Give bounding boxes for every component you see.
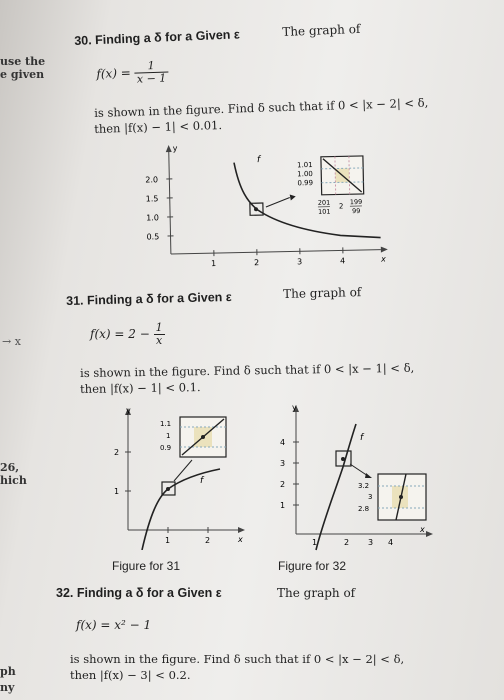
fig32-x-arrow-icon [426, 531, 433, 537]
fig31-x-tick-2: 2 [205, 536, 211, 545]
fig31-y-tick-1: 1 [114, 487, 120, 496]
fig32-y-tick-2: 2 [280, 480, 286, 489]
margin-text-given: e given [0, 68, 45, 81]
p30-inset-x-right-num: 199 [349, 197, 363, 207]
fig32-curve [316, 424, 356, 550]
figure-32-caption: Figure for 32 [278, 559, 347, 573]
figure-31 [100, 405, 250, 550]
problem-30-eq-num: 1 [134, 59, 168, 73]
problem-31-text-line1: is shown in the figure. Find δ such that if 0 < |x − 1| < δ, [80, 360, 415, 380]
problem-30-text-line2: then |f(x) − 1| < 0.01. [94, 117, 223, 136]
p30-y-axis [169, 148, 171, 254]
fig32-inset-y-bot: 2.8 [358, 505, 370, 513]
p30-x-label: x [380, 254, 386, 264]
p30-inset-x-left-den: 101 [317, 207, 331, 216]
fig32-y-label: y [292, 403, 297, 412]
problem-31-title: 31. Finding a δ for a Given ε [66, 289, 232, 308]
problem-30-equation [96, 59, 169, 86]
problem-30-figure [140, 140, 390, 280]
problem-30-eq-lhs: f(x) = [96, 65, 132, 81]
p30-curve-label: f [256, 155, 261, 166]
fig31-curve-label: f [200, 476, 204, 486]
p30-x-tick-1: 1 [211, 259, 217, 269]
fig32-y-tick-3: 3 [280, 459, 286, 468]
fig31-inset-y-top: 1.1 [160, 420, 172, 428]
problem-30-graph-of: The graph of [282, 21, 361, 39]
p30-inset-y-mid: 1.00 [297, 169, 313, 179]
p30-inset-x-right-den: 99 [351, 207, 361, 216]
fig32-y-tick-4: 4 [280, 438, 286, 447]
fig32-y-tick-1: 1 [280, 501, 286, 510]
fig32-inset-y-top: 3.2 [358, 482, 370, 490]
problem-30-title: 30. Finding a δ for a Given ε [74, 27, 241, 48]
fig31-x-tick-1: 1 [165, 536, 171, 545]
p30-x-tick-4: 4 [339, 256, 346, 266]
fig31-y-tick-2: 2 [114, 448, 120, 457]
fig31-x-label: x [238, 535, 243, 544]
p30-x-tick-2: 2 [254, 258, 260, 268]
problem-32-equation: f(x) = x² − 1 [76, 618, 152, 632]
p30-y-arrow-icon [166, 145, 172, 152]
fig32-x-tick-1: 1 [312, 538, 318, 547]
fig31-y-label: y [126, 406, 131, 415]
figure-31-caption: Figure for 31 [112, 559, 181, 573]
problem-31-eq-lhs: f(x) = 2 − [90, 327, 150, 341]
figure-32 [268, 402, 438, 552]
fig32-x-tick-4: 4 [388, 538, 394, 547]
p30-y-tick-2: 2.0 [145, 175, 159, 185]
p30-y-tick-0-5: 0.5 [146, 232, 160, 242]
problem-32-text-line2: then |f(x) − 3| < 0.2. [70, 668, 191, 682]
problem-31-eq-fraction [154, 322, 165, 347]
p30-zoom-arrow [266, 197, 290, 207]
problem-30-eq-den: x − 1 [136, 71, 167, 86]
p30-y-label: y [172, 143, 178, 153]
p30-x-arrow-icon [381, 246, 388, 252]
fig32-curve-label: f [360, 433, 364, 443]
problem-31-eq-num: 1 [155, 321, 163, 334]
problem-30-text-line1: is shown in the figure. Find δ such that if 0 < |x − 2| < δ, [94, 95, 429, 120]
fig31-inset-y-bot: 0.9 [160, 444, 172, 452]
p30-inset-x-left-num: 201 [317, 198, 331, 207]
fig31-x-arrow-icon [238, 527, 245, 533]
fig32-x-tick-2: 2 [344, 538, 350, 547]
problem-30-eq-fraction [134, 59, 168, 85]
p30-y-tick-1: 1.0 [146, 213, 159, 223]
margin-ref-ph: ph [0, 665, 16, 678]
p30-y-tick-1-5: 1.5 [145, 194, 159, 204]
margin-text-use-the: use the [0, 55, 46, 68]
margin-ref-ny: ny [0, 681, 15, 694]
margin-arrow-x: → x [2, 335, 21, 348]
problem-32-text-line1: is shown in the figure. Find δ such that if 0 < |x − 2| < δ, [70, 652, 405, 666]
fig32-x-label: x [420, 525, 425, 534]
p30-x-tick-3: 3 [296, 257, 303, 267]
problem-31-eq-den: x [155, 334, 163, 347]
problem-31-graph-of: The graph of [283, 285, 362, 301]
p30-inset-y-bot: 0.99 [297, 178, 314, 188]
problem-32-graph-of: The graph of [277, 586, 356, 600]
problem-31-equation [90, 322, 165, 347]
margin-ref-26: 26, [0, 461, 20, 474]
fig32-x-tick-3: 3 [368, 538, 374, 547]
margin-ref-which: hich [0, 474, 27, 487]
p30-inset-x-mid: 2 [338, 202, 344, 211]
p30-inset-y-top: 1.01 [296, 160, 313, 170]
problem-32-title: 32. Finding a δ for a Given ε [56, 586, 222, 600]
fig32-inset-y-mid: 3 [368, 493, 373, 501]
p30-x-axis [171, 250, 381, 254]
fig31-inset-y-mid: 1 [166, 432, 171, 440]
problem-31-text-line2: then |f(x) − 1| < 0.1. [80, 380, 201, 396]
